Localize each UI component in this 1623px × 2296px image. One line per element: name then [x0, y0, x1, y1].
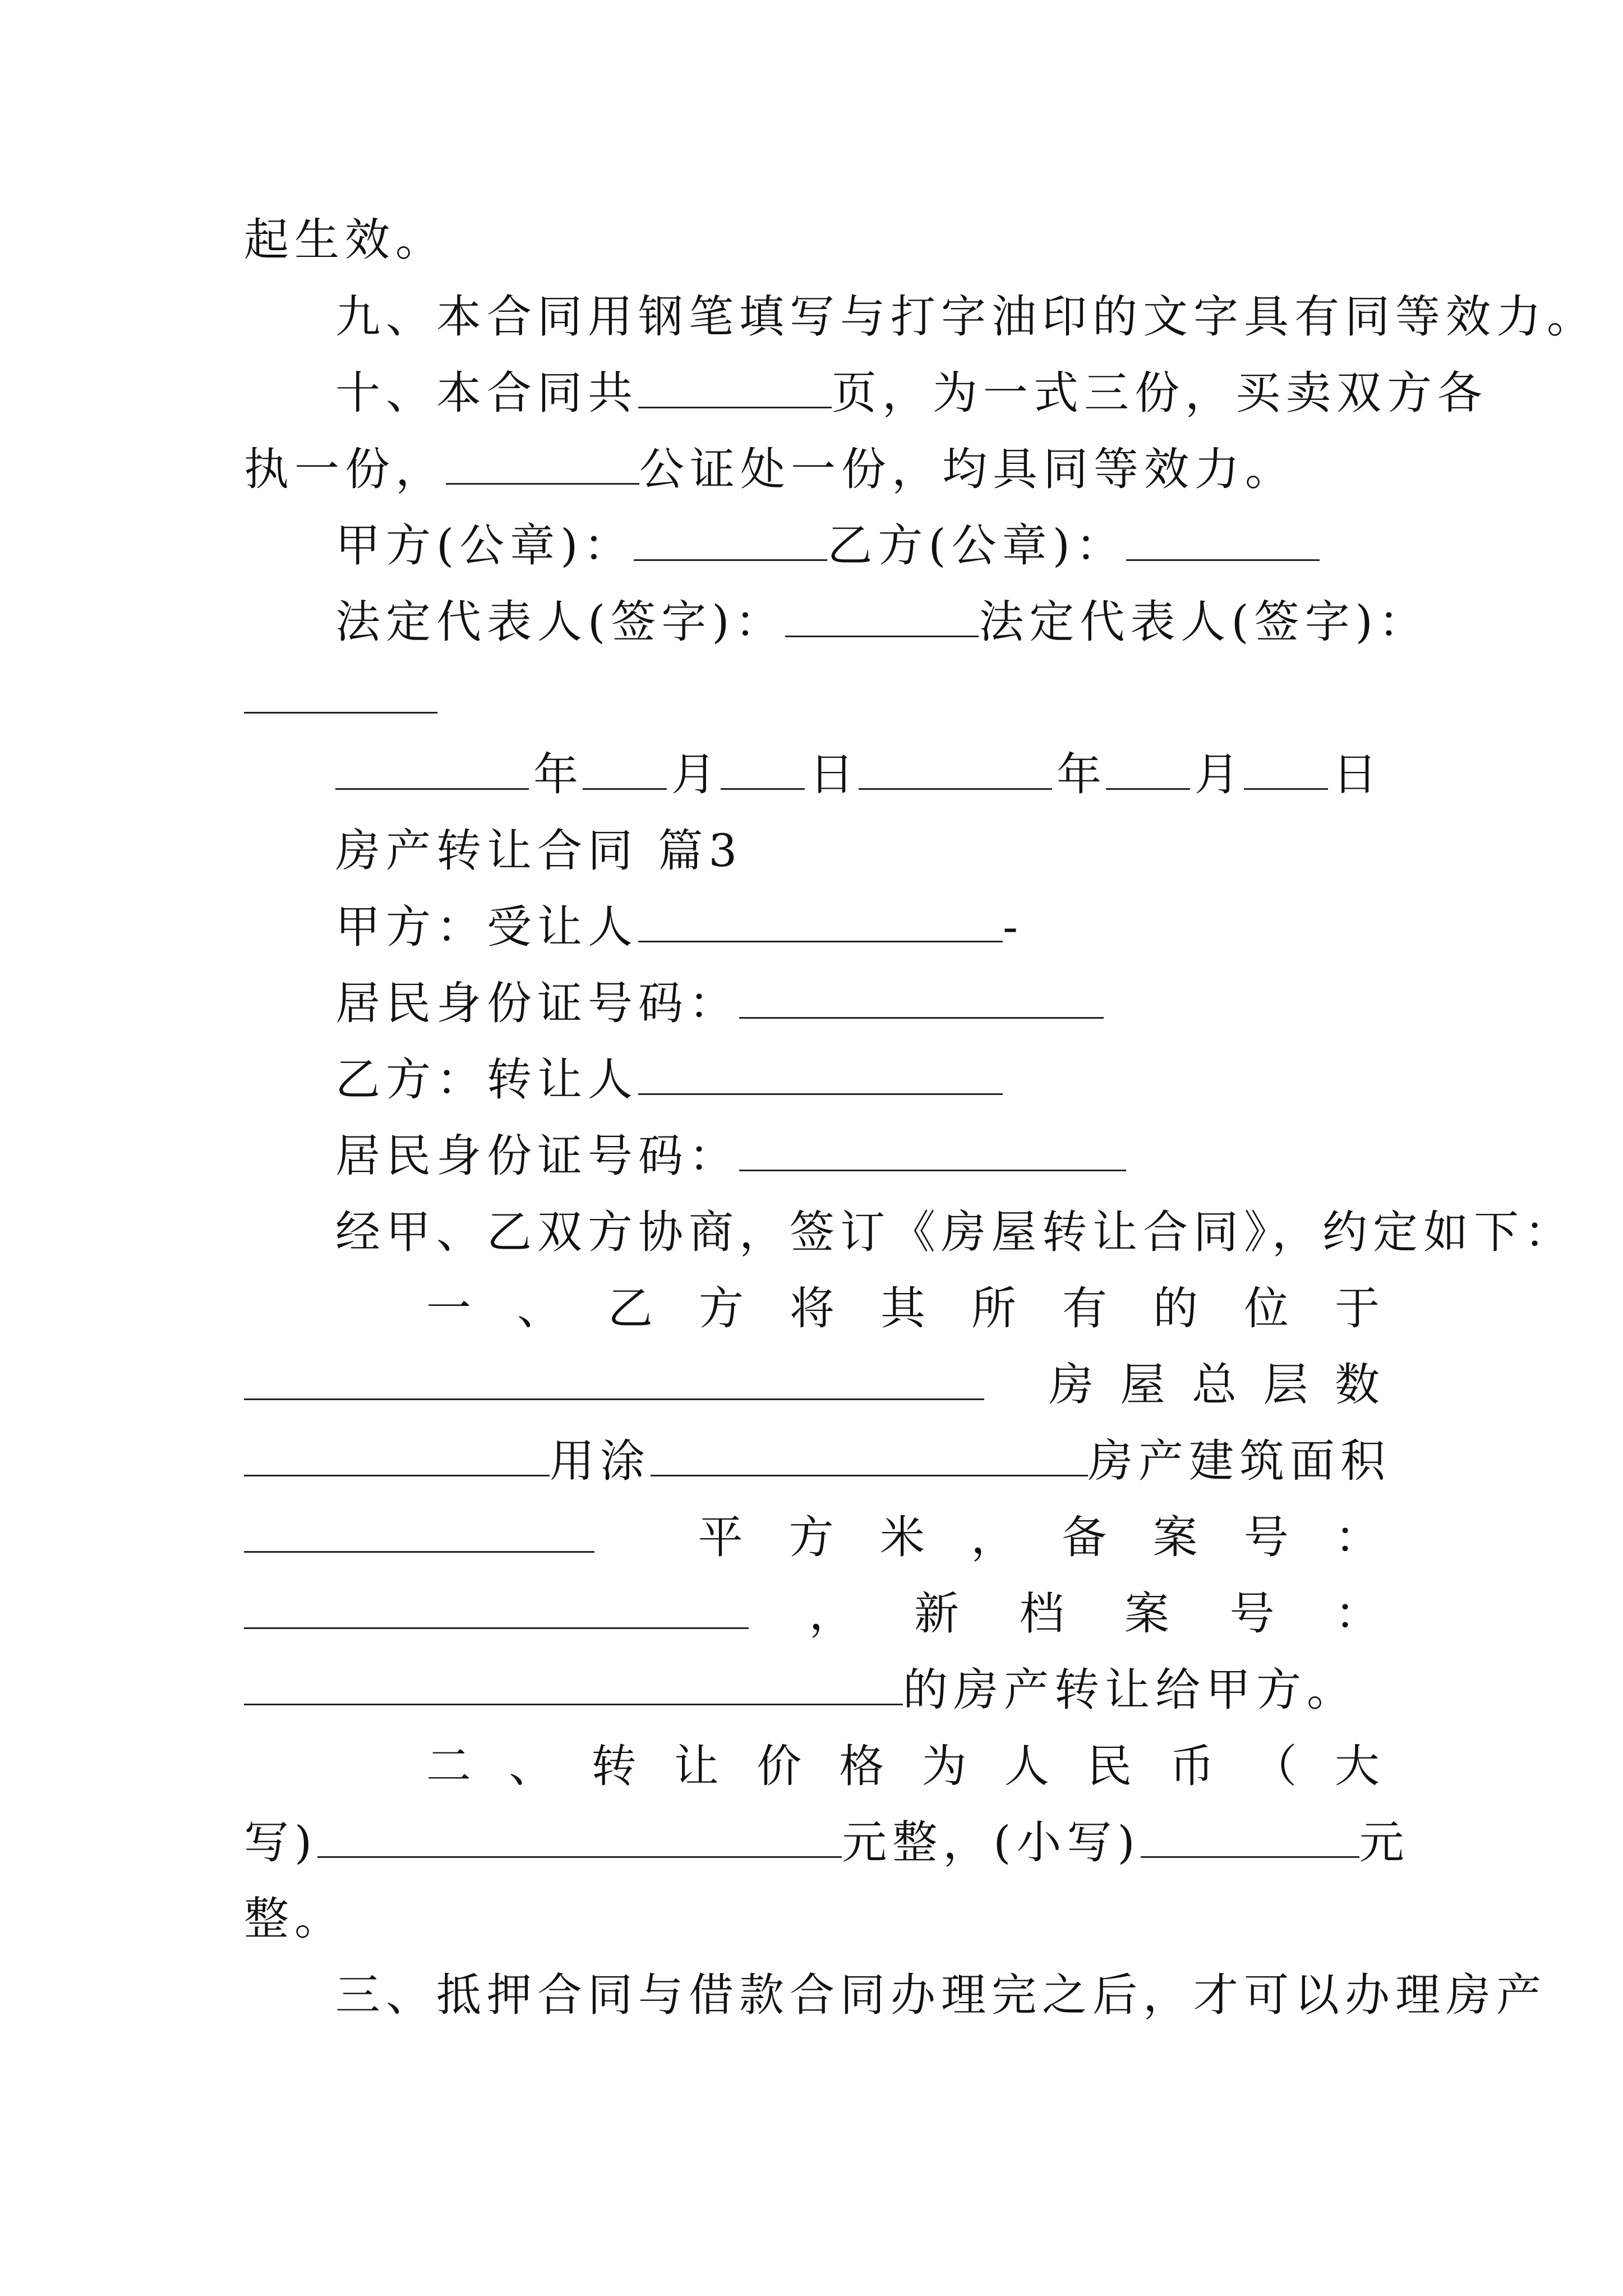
party-b-line — [335, 1052, 1003, 1108]
clause-2-line-2 — [244, 1815, 1410, 1871]
day-label-2: 日 — [1332, 748, 1377, 800]
clause-1-line-3 — [244, 1433, 1391, 1489]
party-b-label: 乙方：转让人 — [335, 1053, 638, 1106]
party-a-seal-blank[interactable] — [634, 519, 827, 561]
char: 格 — [839, 1740, 884, 1792]
party-b-id-blank[interactable] — [739, 1129, 1126, 1171]
year-blank-1[interactable] — [335, 748, 529, 790]
year-label-2: 年 — [1057, 748, 1101, 800]
line-text: 页，为一式三份，买卖双方各 — [832, 367, 1488, 419]
char: 于 — [1335, 1282, 1380, 1335]
section-heading: 房产转让合同 篇3 — [335, 825, 743, 877]
seal-line — [335, 518, 1320, 574]
char: 方 — [699, 1282, 744, 1335]
legal-rep-b-blank[interactable] — [244, 671, 437, 714]
year-blank-2[interactable] — [859, 748, 1052, 790]
char: 总 — [1192, 1359, 1237, 1411]
char: 案 — [1152, 1511, 1198, 1563]
usage-blank[interactable] — [651, 1434, 1088, 1476]
archive-number-blank[interactable] — [244, 1663, 903, 1705]
char: 屋 — [1120, 1359, 1165, 1411]
location-blank[interactable] — [244, 1358, 984, 1400]
clause-2-line-3 — [244, 1891, 345, 1947]
transferee-blank[interactable] — [638, 900, 1003, 942]
char: 其 — [880, 1282, 925, 1335]
area-label: 房产建筑面积 — [1088, 1435, 1391, 1487]
clause-1-line-2 — [244, 1357, 1380, 1413]
char: 民 — [1087, 1740, 1132, 1792]
record-number-blank[interactable] — [244, 1587, 749, 1629]
page-count-blank[interactable] — [638, 366, 832, 408]
line-text: 公证处一份，均具同等效力。 — [639, 443, 1295, 495]
price-lowercase-blank[interactable] — [1141, 1816, 1359, 1858]
char: 号 — [1243, 1511, 1289, 1563]
char: （ — [1252, 1740, 1297, 1792]
floors-blank[interactable] — [244, 1434, 550, 1476]
id-label: 居民身份证号码： — [335, 1130, 739, 1182]
char: 备 — [1062, 1511, 1107, 1563]
area-blank[interactable] — [244, 1511, 594, 1553]
char: 将 — [790, 1282, 834, 1335]
legal-rep-b-label: 法定代表人(签字)： — [979, 596, 1429, 648]
char: 新 — [914, 1588, 959, 1640]
text-line-1 — [244, 212, 446, 268]
clause-1-line-1 — [426, 1281, 1380, 1337]
party-a-line — [335, 899, 1023, 955]
char: 一 — [426, 1282, 471, 1335]
clause-2-line-1 — [426, 1738, 1380, 1795]
party-b-seal-label: 乙方(公章)： — [827, 519, 1126, 572]
party-b-id-line — [335, 1128, 1126, 1184]
char: 平 — [698, 1511, 743, 1563]
char: 方 — [789, 1511, 834, 1563]
char: 价 — [757, 1740, 802, 1792]
day-label-1: 日 — [809, 748, 854, 800]
char: 号 — [1229, 1588, 1275, 1640]
transferor-blank[interactable] — [638, 1053, 1003, 1095]
party-blank[interactable] — [446, 443, 639, 485]
price-uppercase-blank[interactable] — [317, 1816, 842, 1858]
line-text: 九、本合同用钢笔填写与打字油印的文字具有同等效力。 — [335, 291, 1597, 343]
char: 、 — [509, 1740, 554, 1792]
char: 位 — [1244, 1282, 1289, 1335]
char: 房 — [1049, 1359, 1094, 1411]
clause-10-cont — [244, 441, 1295, 498]
usage-label: 用涂 — [550, 1435, 651, 1487]
legal-rep-line — [335, 594, 1429, 650]
legal-rep-a-label: 法定代表人(签字)： — [335, 596, 786, 648]
char: 让 — [674, 1740, 719, 1792]
line-text: 整。 — [244, 1893, 345, 1945]
party-a-id-line — [335, 976, 1104, 1032]
day-blank-1[interactable] — [721, 748, 805, 790]
id-label: 居民身份证号码： — [335, 977, 739, 1029]
char: 有 — [1062, 1282, 1107, 1335]
char: 人 — [1004, 1740, 1049, 1792]
clause-9 — [335, 289, 1597, 345]
char: ： — [1334, 1511, 1380, 1563]
line-text: 起生效。 — [244, 214, 446, 266]
clause-1-line-6 — [244, 1662, 1357, 1718]
char: 二 — [426, 1740, 471, 1792]
clause-10 — [335, 365, 1488, 421]
char: 的 — [1153, 1282, 1198, 1335]
char: ： — [1335, 1588, 1380, 1640]
month-label-1: 月 — [671, 748, 716, 800]
line-text: 的房产转让给甲方。 — [903, 1664, 1357, 1716]
party-b-seal-blank[interactable] — [1126, 519, 1320, 561]
char: 币 — [1169, 1740, 1215, 1792]
char: 、 — [517, 1282, 562, 1335]
clause-1-line-4 — [244, 1510, 1380, 1566]
line-text: 元整，(小写) — [842, 1816, 1141, 1869]
char: 转 — [591, 1740, 637, 1792]
day-blank-2[interactable] — [1244, 748, 1328, 790]
line-text: 十、本合同共 — [335, 367, 638, 419]
char: 数 — [1335, 1359, 1380, 1411]
date-line — [335, 747, 1382, 803]
section-title — [335, 823, 743, 879]
party-a-label: 甲方：受让人 — [335, 901, 638, 953]
char: 层 — [1263, 1359, 1308, 1411]
legal-rep-a-blank[interactable] — [785, 595, 979, 637]
char: 乙 — [608, 1282, 653, 1335]
line-text: 元 — [1359, 1816, 1410, 1869]
char: 米 — [879, 1511, 925, 1563]
month-blank-2[interactable] — [1106, 748, 1190, 790]
line-text: 三、抵押合同与借款合同办理完之后，才可以办理房产 — [335, 1969, 1547, 2021]
dash: - — [1003, 901, 1024, 953]
line-text: 执一份， — [244, 443, 446, 495]
char: 为 — [921, 1740, 967, 1792]
party-a-id-blank[interactable] — [739, 977, 1104, 1019]
clause-1-line-5 — [244, 1586, 1380, 1642]
char: ， — [971, 1511, 1016, 1563]
char: ， — [809, 1588, 854, 1640]
char: 所 — [971, 1282, 1016, 1335]
month-blank-1[interactable] — [583, 748, 667, 790]
line-text: 经甲、乙双方协商，签订《房屋转让合同》，约定如下： — [335, 1206, 1575, 1258]
year-label-1: 年 — [533, 748, 578, 800]
month-label-2: 月 — [1195, 748, 1239, 800]
char: 大 — [1334, 1740, 1380, 1792]
party-a-seal-label: 甲方(公章)： — [335, 519, 634, 572]
char: 档 — [1019, 1588, 1064, 1640]
legal-rep-b-line — [244, 670, 437, 726]
line-text: 写) — [244, 1816, 318, 1869]
clause-3-line-1 — [335, 1967, 1547, 2023]
agreement-intro — [335, 1204, 1575, 1260]
char: 案 — [1124, 1588, 1169, 1640]
